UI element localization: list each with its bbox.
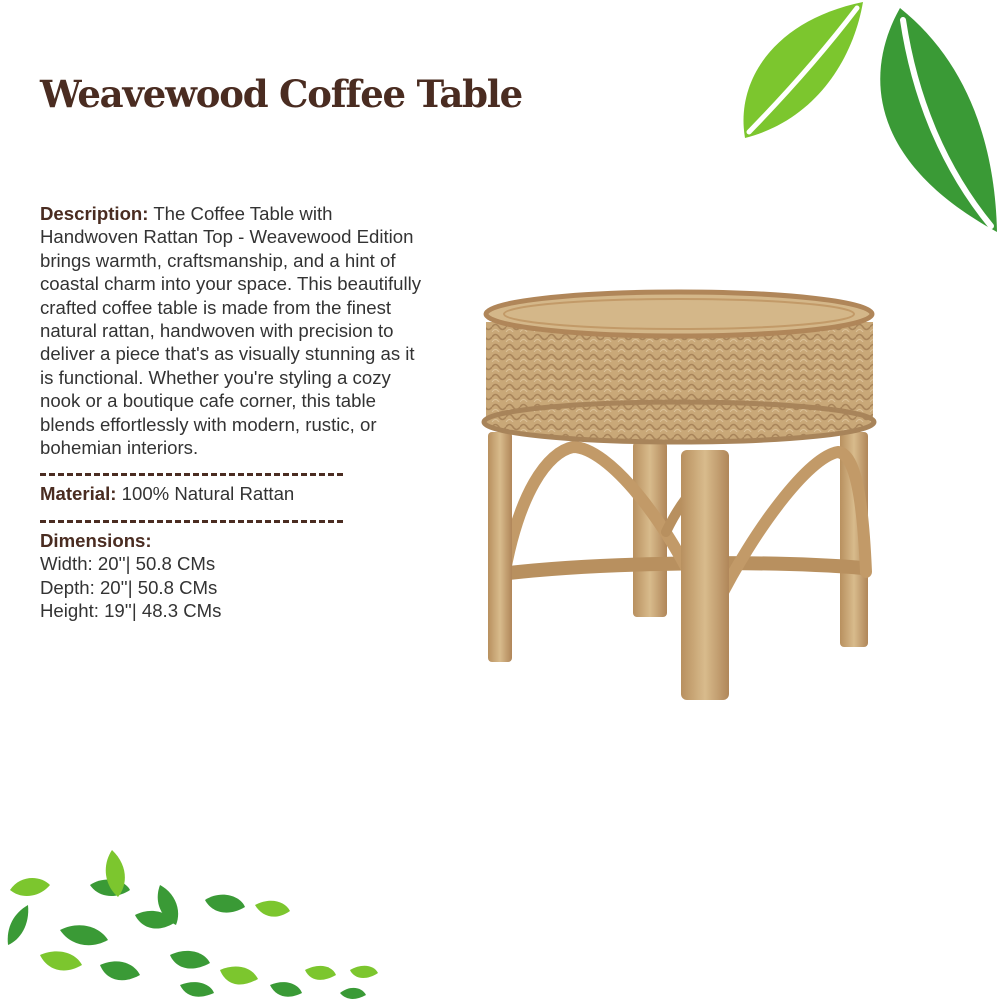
- leaf-cluster-icon: [8, 850, 378, 999]
- divider: [40, 520, 343, 523]
- dimension-width: Width: 20''| 50.8 CMs: [40, 553, 216, 575]
- dimension-height: Height: 19''| 48.3 CMs: [40, 600, 222, 622]
- dimensions-label: Dimensions:: [40, 529, 152, 551]
- table-top-side: [486, 322, 873, 441]
- product-image: [478, 282, 888, 702]
- dimension-depth: Depth: 20''| 50.8 CMs: [40, 576, 218, 598]
- material-label: Material:: [40, 483, 117, 505]
- table-leg-front-center: [681, 450, 729, 700]
- product-details: [40, 202, 425, 623]
- description-text: The Coffee Table with Handwoven Rattan Top - Weavewood Edition brings warmth, craftsmanship, and a hint of coastal charm into your space. This beautifully crafted coffee table is made from the finest natural rattan, handwoven with precision to deliver a piece that's as visually stunning as it is functional. Whether you're styling a cozy nook or a boutique cafe corner, this table blends effortlessly with modern, rustic, or bohemian interiors.: [40, 203, 422, 459]
- divider: [40, 473, 343, 476]
- description-label: Description:: [40, 203, 149, 224]
- description-block: [40, 202, 425, 459]
- leaf-dark-icon: [880, 8, 997, 232]
- leaves-decoration-bottom: [0, 845, 390, 1000]
- table-leg-front-left: [488, 432, 512, 662]
- leaves-decoration-top: [735, 0, 1000, 240]
- page-title: Weavewood Coffee Table: [40, 72, 523, 116]
- material-block: [40, 482, 425, 505]
- material-value: 100% Natural Rattan: [121, 483, 295, 505]
